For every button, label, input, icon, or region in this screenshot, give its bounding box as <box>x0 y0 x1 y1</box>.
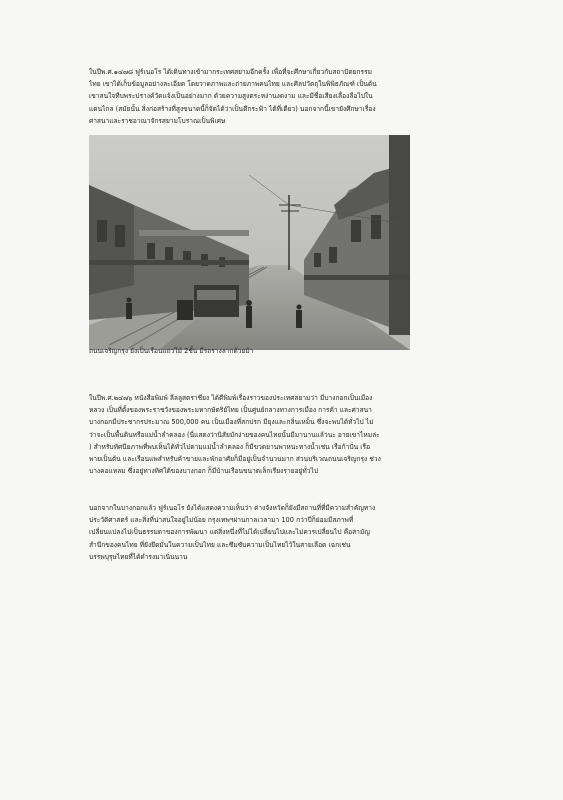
text-line: บางกอกมีประชากรประมาณ 500,000 คน เป็นเมืองที่สกปรก มียุงและกลิ่นเหม็น ซึ่งจะพบได้ทั่วไป ไม่ <box>89 418 374 427</box>
historical-street-photo <box>89 135 410 350</box>
text-line: แดนไกล (สมัยนั้น สิ่งก่อสร้างที่สูงขนาดนี้ก็จัดได้ว่าเป็นตึกระฟ้า ได้ที่เดียว) นอกจากนี้เขายังศึกษาเรื่อง <box>89 104 376 113</box>
paragraph-2 <box>89 392 479 477</box>
text-line: ในปีพ.ศ.๑๔๗๘ ฟูร์เนอโร ได้เดินทางเข้ามากระเทศสยามอีกครั้ง เพื่อที่จะศึกษาเกี่ยวกับสถาปัตยกรรม <box>89 68 373 76</box>
paragraph-3 <box>89 502 479 563</box>
text-line: บรรพบุรุษไทยที่ได้ดำรงมาเนิ่นนาน <box>89 552 188 561</box>
text-line: นอกจากในบางกอกแล้ว ฟูร์เนอโร ยังได้แสดงความเห็นว่า ต่างจังหวัดก็ยังมีสถานที่ที่มีความสำคัญทาง <box>89 504 376 512</box>
text-line: หลวง เป็นที่ตั้งของพระราชวังของพระมหากษัตริย์ไทย เป็นศูนย์กลางทางการเมือง การค้า และศาสนา <box>89 406 372 415</box>
text-line: ศาสนาและราชอาณาจักรสยามโบราณเป็นพิเศษ <box>89 116 226 125</box>
street-scene-illustration <box>89 135 410 350</box>
text-line: ไทย เขาได้เก็บข้อมูลอย่างละเอียด โดยวาดภาพและถ่ายภาพคนไทย และศิลปวัตถุในพิพิธภัณฑ์ เป็นต้น <box>89 80 377 89</box>
photo-caption: ถนนเจริญกรุง ยังเป็นเรือนแถวไม้ 2ชั้น มีรถรางลากด้วยม้า <box>89 347 254 355</box>
text-line: บางคอแหลม ซึ่งอยู่ทางทิศใต้ของบางกอก ก็มีบ้านเรือนขนาดเล็กเรียงรายอยู่ทั่วไป <box>89 467 319 476</box>
text-line: พายเป็นต้น และเรือนแพสำหรับค้าขายและพักอาศัยก็มีอยู่เป็นจำนวนมาก ส่วนบริเวณถนนเจริญกรุง ช่วง <box>89 455 381 464</box>
paragraph-1 <box>89 66 479 127</box>
text-line: สำนึกของคนไทย ที่ยังยึดมั่นในความเป็นไทย และซึมซับความเป็นไทยไว้ในสายเลือด เฉกเช่น <box>89 540 351 549</box>
text-line: ) สำหรับทัศนียภาพที่พบเห็นได้ทั่วไปตามแม่น้ำลำคลอง ก็มีขวดยานพาหนะทางน้ำเช่น เรือก้าปั่น เรือ <box>89 442 371 451</box>
text-line: ในปีพ.ศ.๒๔๗๖ หนังสือพิมพ์ ลีลลูสตราชียง ได้ตีพิมพ์เรื่องราวของประเทศสยามว่า มีบางกอกเป็นเมือง <box>89 394 373 402</box>
text-line: เขาสนใจทีบพระปรางค์วัดแจ้งเป็นอย่างมาก ด้วยความสูงตระหง่านงดงาม และมีชื่อเสียงเลื่องลือไปใน <box>89 92 373 101</box>
text-line: ประวัติศาสตร์ และสิ่งที่น่าสนใจอยู่ไม่น้อย กรุงเทพฯผ่านกาลเวลามา 100 กว่าปีก็ย่อมมีสภาพที่ <box>89 516 354 525</box>
text-line: ว่าจะเป็นพื้นดินหรือแม่น้ำลำคลอง (นี่แสดงว่านิสัยมักง่ายของคนไทยนั้นมีมานานแล้วนะ อายเขาไหมล่ะ <box>89 430 380 439</box>
text-line: เปลี่ยนแปลงไปเป็นธรรมดาของการพัฒนา แต่สิ่งหนึ่งที่ไม่ได้เปลี่ยนไปและไม่ควรเปลี่ยนไป คือสามัญ <box>89 528 370 537</box>
